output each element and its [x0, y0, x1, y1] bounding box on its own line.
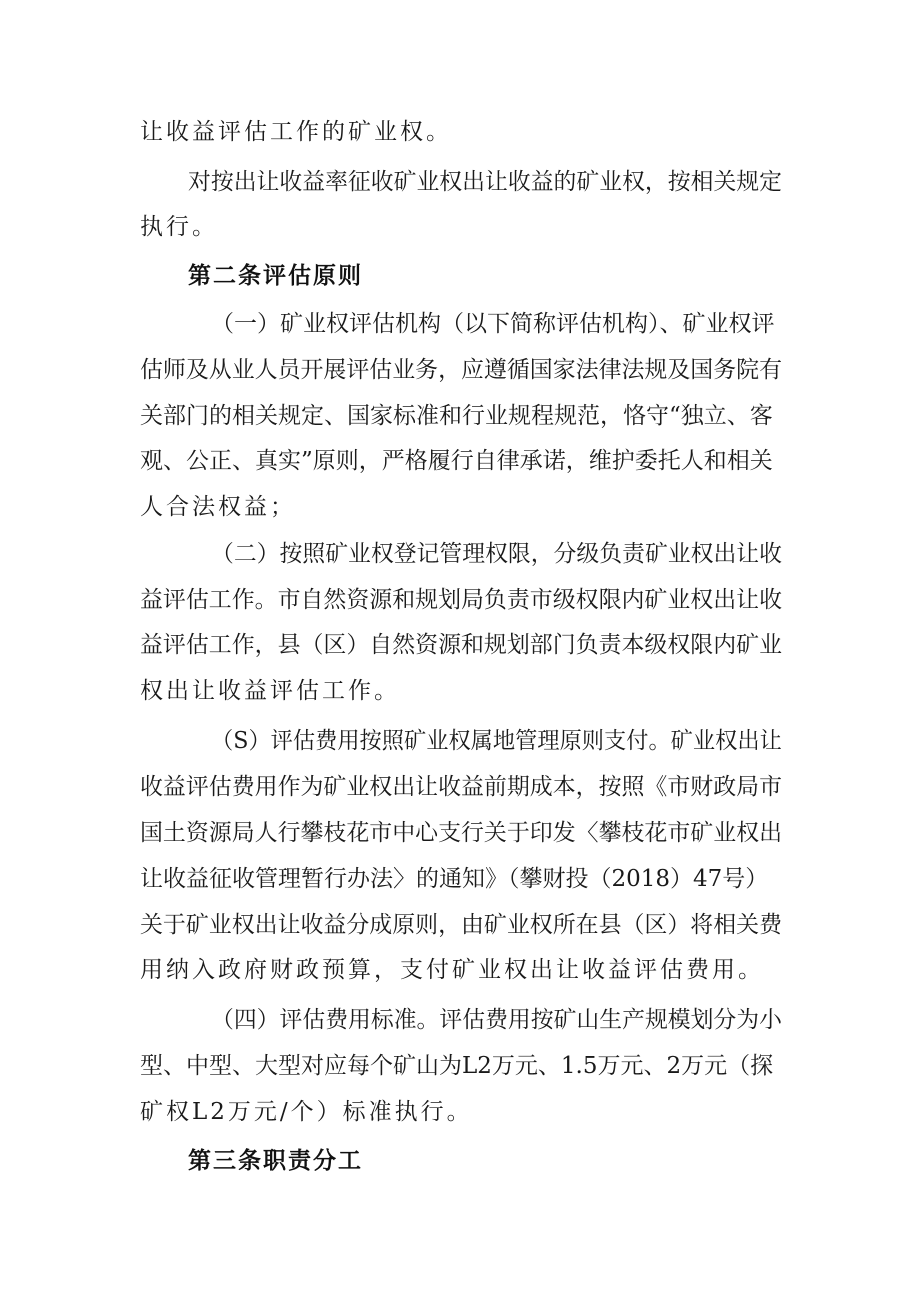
text-line: 让收益评估工作的矿业权。	[140, 119, 452, 145]
text-line: 估师及从业人员开展评估业务，应遵循国家法律法规及国务院有	[140, 357, 783, 383]
text-line: （一）矿业权评估机构（以下简称评估机构）、矿业权评	[211, 311, 775, 337]
text-line: 关部门的相关规定、国家标准和行业规程规范，恪守“独立、客	[140, 403, 773, 429]
text-line: （S）评估费用按照矿业权属地管理原则支付。矿业权出让	[211, 728, 782, 754]
text-line: 矿权L2万元/个）标准执行。	[140, 1099, 473, 1125]
text-line: 权出让收益评估工作。	[140, 678, 400, 704]
text-line: （二）按照矿业权登记管理权限，分级负责矿业权出让收	[211, 541, 782, 567]
text-line: （四）评估费用标准。评估费用按矿山生产规模划分为小	[211, 1007, 782, 1033]
text-line: 观、公正、真实”原则，严格履行自律承诺，维护委托人和相关	[140, 448, 773, 474]
text-line: 关于矿业权出让收益分成原则，由矿业权所在县（区）将相关费	[140, 912, 783, 938]
text-line: 型、中型、大型对应每个矿山为L2万元、1.5万元、2万元（探	[140, 1053, 774, 1079]
section-heading: 第三条职责分工	[188, 1148, 363, 1174]
text-line: 国土资源局人行攀枝花市中心支行关于印发〈攀枝花市矿业权出	[140, 820, 783, 846]
text-line: 对按出让收益率征收矿业权出让收益的矿业权，按相关规定	[188, 169, 782, 195]
text-line: 益评估工作。市自然资源和规划局负责市级权限内矿业权出让收	[140, 587, 783, 613]
text-line: 收益评估费用作为矿业权出让收益前期成本，按照《市财政局市	[140, 774, 783, 800]
section-heading: 第二条评估原则	[188, 263, 363, 289]
text-line: 执行。	[140, 214, 218, 240]
text-line: 让收益征收管理暂行办法〉的通知》（攀财投（2018）47号）	[140, 866, 769, 892]
text-line: 益评估工作，县（区）自然资源和规划部门负责本级权限内矿业	[140, 632, 783, 658]
text-line: 用纳入政府财政预算，支付矿业权出让收益评估费用。	[140, 957, 764, 983]
text-line: 人合法权益；	[140, 494, 296, 520]
